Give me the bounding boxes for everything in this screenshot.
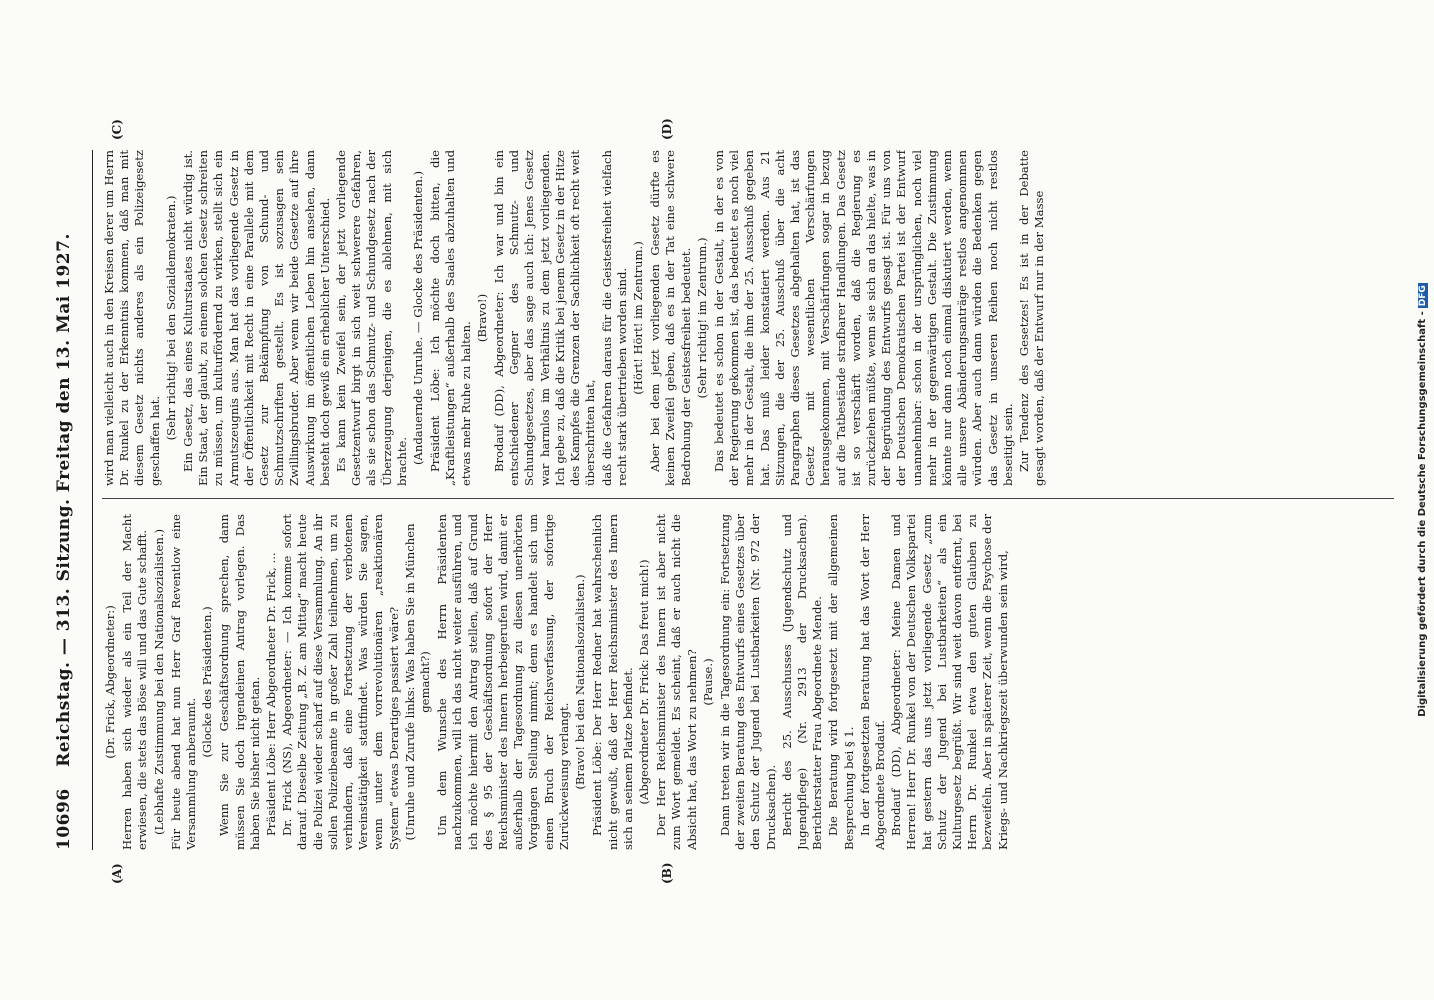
page-content <box>40 118 1394 884</box>
paragraph: Dann treten wir in die Tagesordnung ein: Fortsetzung der zweiten Beratung des Entwurfs eines Gesetzes über den Schutz der Jugend bei Lustbarkeiten (Nr. 972 der Drucksachen). <box>717 514 778 850</box>
interjection: (Unruhe und Zurufe links: Was haben Sie in München gemacht?) <box>402 523 433 841</box>
interjection: (Abgeordneter Dr. Frick: Das freut mich!) <box>636 559 651 805</box>
paragraph: Brodauf (DD), Abgeordneter: Ich war und bin ein entschiedener Gegner des Schmutz- und Schundgesetzes, aber das sage auch ich: Jenes Gesetz war harmlos im Verhältnis zu dem jetzt vorliegenden. Ich gebe zu, daß die Kritik bei jenem Gesetz in der Hitze des Kampfes die Grenzen der Sachlichkeit oft recht weit überschritten hat, <box>492 150 598 486</box>
paragraph: Aber bei dem jetzt vorliegenden Gesetz dürfte es keinen Zweifel geben, daß es in der Tat eine schwere Bedrohung der Geistesfreiheit bedeutet. <box>648 150 693 486</box>
interjection: (Lebhafte Zustimmung bei den Nationalsozialisten.) <box>151 528 166 836</box>
interjection: (Glocke des Präsidenten.) <box>200 606 215 758</box>
paragraph: Herren haben sich wieder als ein Teil der Macht erwiesen, die stets das Böse will und das Gute schafft. <box>120 514 150 850</box>
paragraph: Brodauf (DD), Abgeordneter: Meine Damen und Herren! Herr Dr. Runkel von der Deutschen Volkspartei hat gestern das uns jetzt vorliegende Gesetz „zum Schutz der Jugend bei Lustbarkeiten“ als ein Kulturgesetz begrüßt. Wir sind weit davon entfernt, bei Herrn Dr. Runkel etwa den guten Glauben zu bezweifeln. Aber in späterer Zeit, wenn die Psychose der Kriegs- und Nachkriegszeit überwunden sein wird, <box>889 514 1010 850</box>
paragraph: Um dem Wunsche des Herrn Präsidenten nachzukommen, will ich das nicht weiter ausführen, und ich möchte hiermit den Antrag stellen, daß auf Grund des § 95 der Geschäftsordnung sofort der Herr Reichsminister des Innern herbeigerufen wird, damit er außerhalb der Tagesordnung zu diesen unerhörten Vorgängen Stellung nimmt; denn es handelt sich um einen Bruch der Reichsverfassung, der sofortige Zurückweisung verlangt. <box>435 514 571 850</box>
margin-marker-a: (A) <box>110 863 124 884</box>
interjection: (Dr. Frick, Abgeordneter:) <box>103 605 117 759</box>
paragraph: daß die Gefahren daraus für die Geistesfreiheit vielfach recht stark übertrieben worden sind. <box>599 150 629 486</box>
paragraph: Zur Tendenz des Gesetzes! Es ist in der Debatte gesagt worden, daß der Entwurf nur in der Masse <box>1016 150 1047 486</box>
paragraph: Präsident Löbe: Ich möchte doch bitten, die „Kraftleistungen“ außerhalb des Saales abzuhalten und etwas mehr Ruhe zu halten. <box>428 150 473 486</box>
dfg-logo: DFG <box>1418 285 1428 307</box>
page-header <box>40 150 93 850</box>
margin-marker-c: (C) <box>110 119 124 140</box>
paragraph: Ein Gesetz, das eines Kulturstaates nicht würdig ist. Ein Staat, der glaubt, zu einem solchen Gesetz schreiten zu müssen, um kulturfördernd zu wirken, stellt sich ein Armutszeugnis aus. Man hat das vorliegende Gesetz in der Öffentlichkeit mit Recht in eine Parallele mit dem Gesetz zur Bekämpfung von Schund- und Schmutzschriften gestellt. Es ist sozusagen sein Zwillingsbruder. Aber wenn wir beide Gesetze auf ihre Auswirkung im öffentlichen Leben hin ansehen, dann besteht doch gewiß ein erheblicher Unterschied. <box>181 150 332 486</box>
interjection: (Pause.) <box>700 658 715 706</box>
paragraph: Dr. Frick (NS), Abgeordneter: — Ich komme sofort darauf. Dieselbe Zeitung „B. Z. am Mittag“ macht heute die Polizei wieder scharf auf diese Versammlung. An ihr sollen Polizeibeamte in großer Zahl teilnehmen, um zu verhindern, daß eine Fortsetzung der verbotenen Vereinstätigkeit stattfindet. Was würden Sie sagen, wenn unter dem vorrevolutionären „reaktionären System“ etwas Derartiges passiert wäre? <box>280 514 401 850</box>
margin-marker-d: (D) <box>660 118 674 140</box>
paragraph: wird man vielleicht auch in den Kreisen derer um Herrn Dr. Runkel zu der Erkenntnis kommen, daß man mit diesem Gesetz nichts anderes als ein Polizeigesetz geschaffen hat. <box>102 150 162 486</box>
interjection: (Sehr richtig! im Zentrum.) <box>694 237 709 399</box>
paragraph: Wenn Sie zur Geschäftsordnung sprechen, dann müssen Sie doch irgendeinen Antrag vorlegen. Das haben Sie bisher nicht getan. <box>217 514 262 850</box>
paragraph: Präsident Löbe: Der Herr Redner hat wahrscheinlich nicht gewußt, daß der Herr Reichsminister des Innern sich an seinem Platze befindet. <box>590 514 635 850</box>
interjection: (Hört! Hört! im Zentrum.) <box>630 241 645 395</box>
interjection: (Bravo!) <box>474 293 489 343</box>
paragraph: In der fortgesetzten Beratung hat das Wort der Herr Abgeordnete Brodauf. <box>857 514 887 850</box>
session-title: Reichstag. — 313. Sitzung. Freitag den 13. Mai 1927. <box>54 233 74 767</box>
paragraph: Das bedeutet es schon in der Gestalt, in der es von der Regierung gekommen ist, das bedeutet es noch viel mehr in der Gestalt, die ihm der 25. Ausschuß gegeben hat. Das muß leider konstatiert werden. Aus 21 Sitzungen, die der 25. Ausschuß über die acht Paragraphen dieses Gesetzes abgehalten hat, ist das Gesetz mit wesentlichen Verschärfungen herausgekommen, mit Verschärfungen sogar in bezug auf die Tatbestände strafbarer Handlungen. Das Gesetz ist so verschärft worden, daß die Regierung es zurückziehen müßte, wenn sie sich an das hielte, was in der Begründung des Entwurfs gesagt ist. Für uns von der Deutschen Demokratischen Partei ist der Entwurf unannehmbar: schon in der ursprünglichen, noch viel mehr in der gegenwärtigen Gestalt. Die Zustimmung könnte nur dann noch einmal diskutiert werden, wenn alle unsere Abänderungsanträge restlos angenommen würden. Aber auch dann würden die Bedenken gegen das Gesetz in unseren Reihen noch nicht restlos beseitigt sein. <box>711 150 1015 486</box>
column-divider <box>102 498 1394 499</box>
paragraph: Der Herr Reichsminister des Innern ist aber nicht zum Wort gemeldet. Es scheint, daß er auch nicht die Absicht hat, das Wort zu nehmen? <box>654 514 699 850</box>
margin-marker-b: (B) <box>660 862 674 884</box>
interjection: (Sehr richtig! bei den Sozialdemokraten.) <box>163 195 178 441</box>
paragraph: Es kann kein Zweifel sein, der jetzt vorliegende Gesetzentwurf birgt in sich weit schwerere Gefahren, als sie schon das Schmutz- und Schundgesetz nach der Überzeugung derjenigen, die es ablehnen, mit sich brachte. <box>334 150 409 486</box>
footer-text: Digitalisierung gefördert durch die Deutsche Forschungsgemeinschaft - <box>1417 311 1428 717</box>
paragraph: Die Beratung wird fortgesetzt mit der allgemeinen Besprechung bei § 1. <box>826 514 856 850</box>
paragraph: Präsident Löbe: Herr Abgeordneter Dr. Frick, ... <box>264 552 279 836</box>
interjection: (Andauernde Unruhe. — Glocke des Präsidenten.) <box>411 170 426 466</box>
paragraph: Für heute abend hat nun Herr Graf Reventlow eine Versammlung anberaumt. <box>168 514 199 850</box>
page-number: 10696 <box>54 788 74 850</box>
right-column <box>102 150 1394 486</box>
left-column <box>102 514 1394 850</box>
interjection: (Bravo! bei den Nationalsozialisten.) <box>573 574 588 790</box>
paragraph: Bericht des 25. Ausschusses (Jugendschutz und Jugendpflege) (Nr. 2913 der Drucksachen). Berichterstatter Frau Abgeordnete Mende. <box>779 514 825 850</box>
footer <box>1417 0 1428 1000</box>
